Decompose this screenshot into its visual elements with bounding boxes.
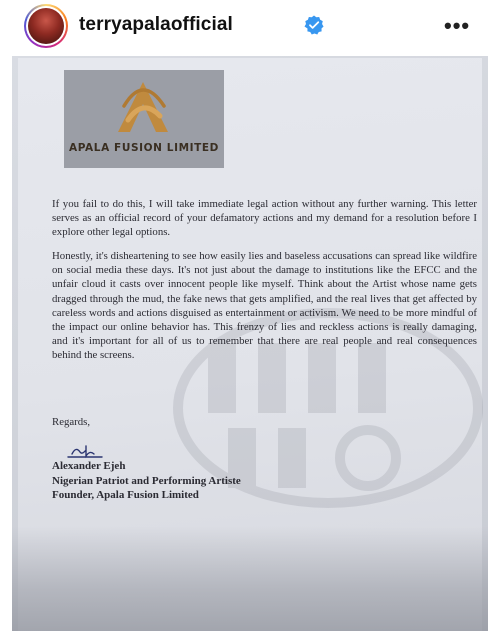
- post-image[interactable]: [12, 56, 488, 631]
- avatar-image: [28, 8, 64, 44]
- signer-title: Nigerian Patriot and Performing Artiste: [52, 474, 241, 487]
- letter-paragraph: If you fail to do this, I will take immediate legal action without any further warning. This letter serves as an official record of your defamatory actions and my demand for a resolution before I explore other legal options.: [52, 198, 477, 239]
- profile-avatar[interactable]: [24, 4, 68, 48]
- letter-paragraph: Honestly, it's disheartening to see how easily lies and baseless accusations can spread like wildfire on social media these days. It's not just about the damage to institutions like the EFCC and the unfair cloud it casts over innocent people like myself. Think about the Artist whose name gets dragged through the mud, the fake news that gets amplified, and the real lives that get affected by careless words and actions disguised as entertainment or activism. We need to be more mindful of the impact our online behavior has. This frenzy of lies and reckless actions is really damaging, and it's important for all of us to remember that there are real people and real consequences behind the screens.: [52, 250, 477, 361]
- logo-text: APALA FUSION LIMITED: [69, 142, 219, 154]
- post-header: [0, 0, 497, 52]
- signature-block: [52, 459, 241, 503]
- more-options-icon[interactable]: •••: [444, 13, 471, 38]
- signature-icon: [66, 442, 106, 460]
- photo-shadow: [12, 526, 488, 631]
- letter-body: [52, 197, 477, 362]
- verified-badge-icon: [304, 15, 324, 35]
- letter-closing: Regards,: [52, 416, 91, 428]
- signer-name: Alexander Ejeh: [52, 460, 126, 472]
- company-logo: [64, 70, 224, 168]
- signer-role: Founder, Apala Fusion Limited: [52, 489, 199, 502]
- username-link[interactable]: terryapalaofficial: [79, 14, 233, 35]
- apala-logo-icon: [110, 76, 176, 138]
